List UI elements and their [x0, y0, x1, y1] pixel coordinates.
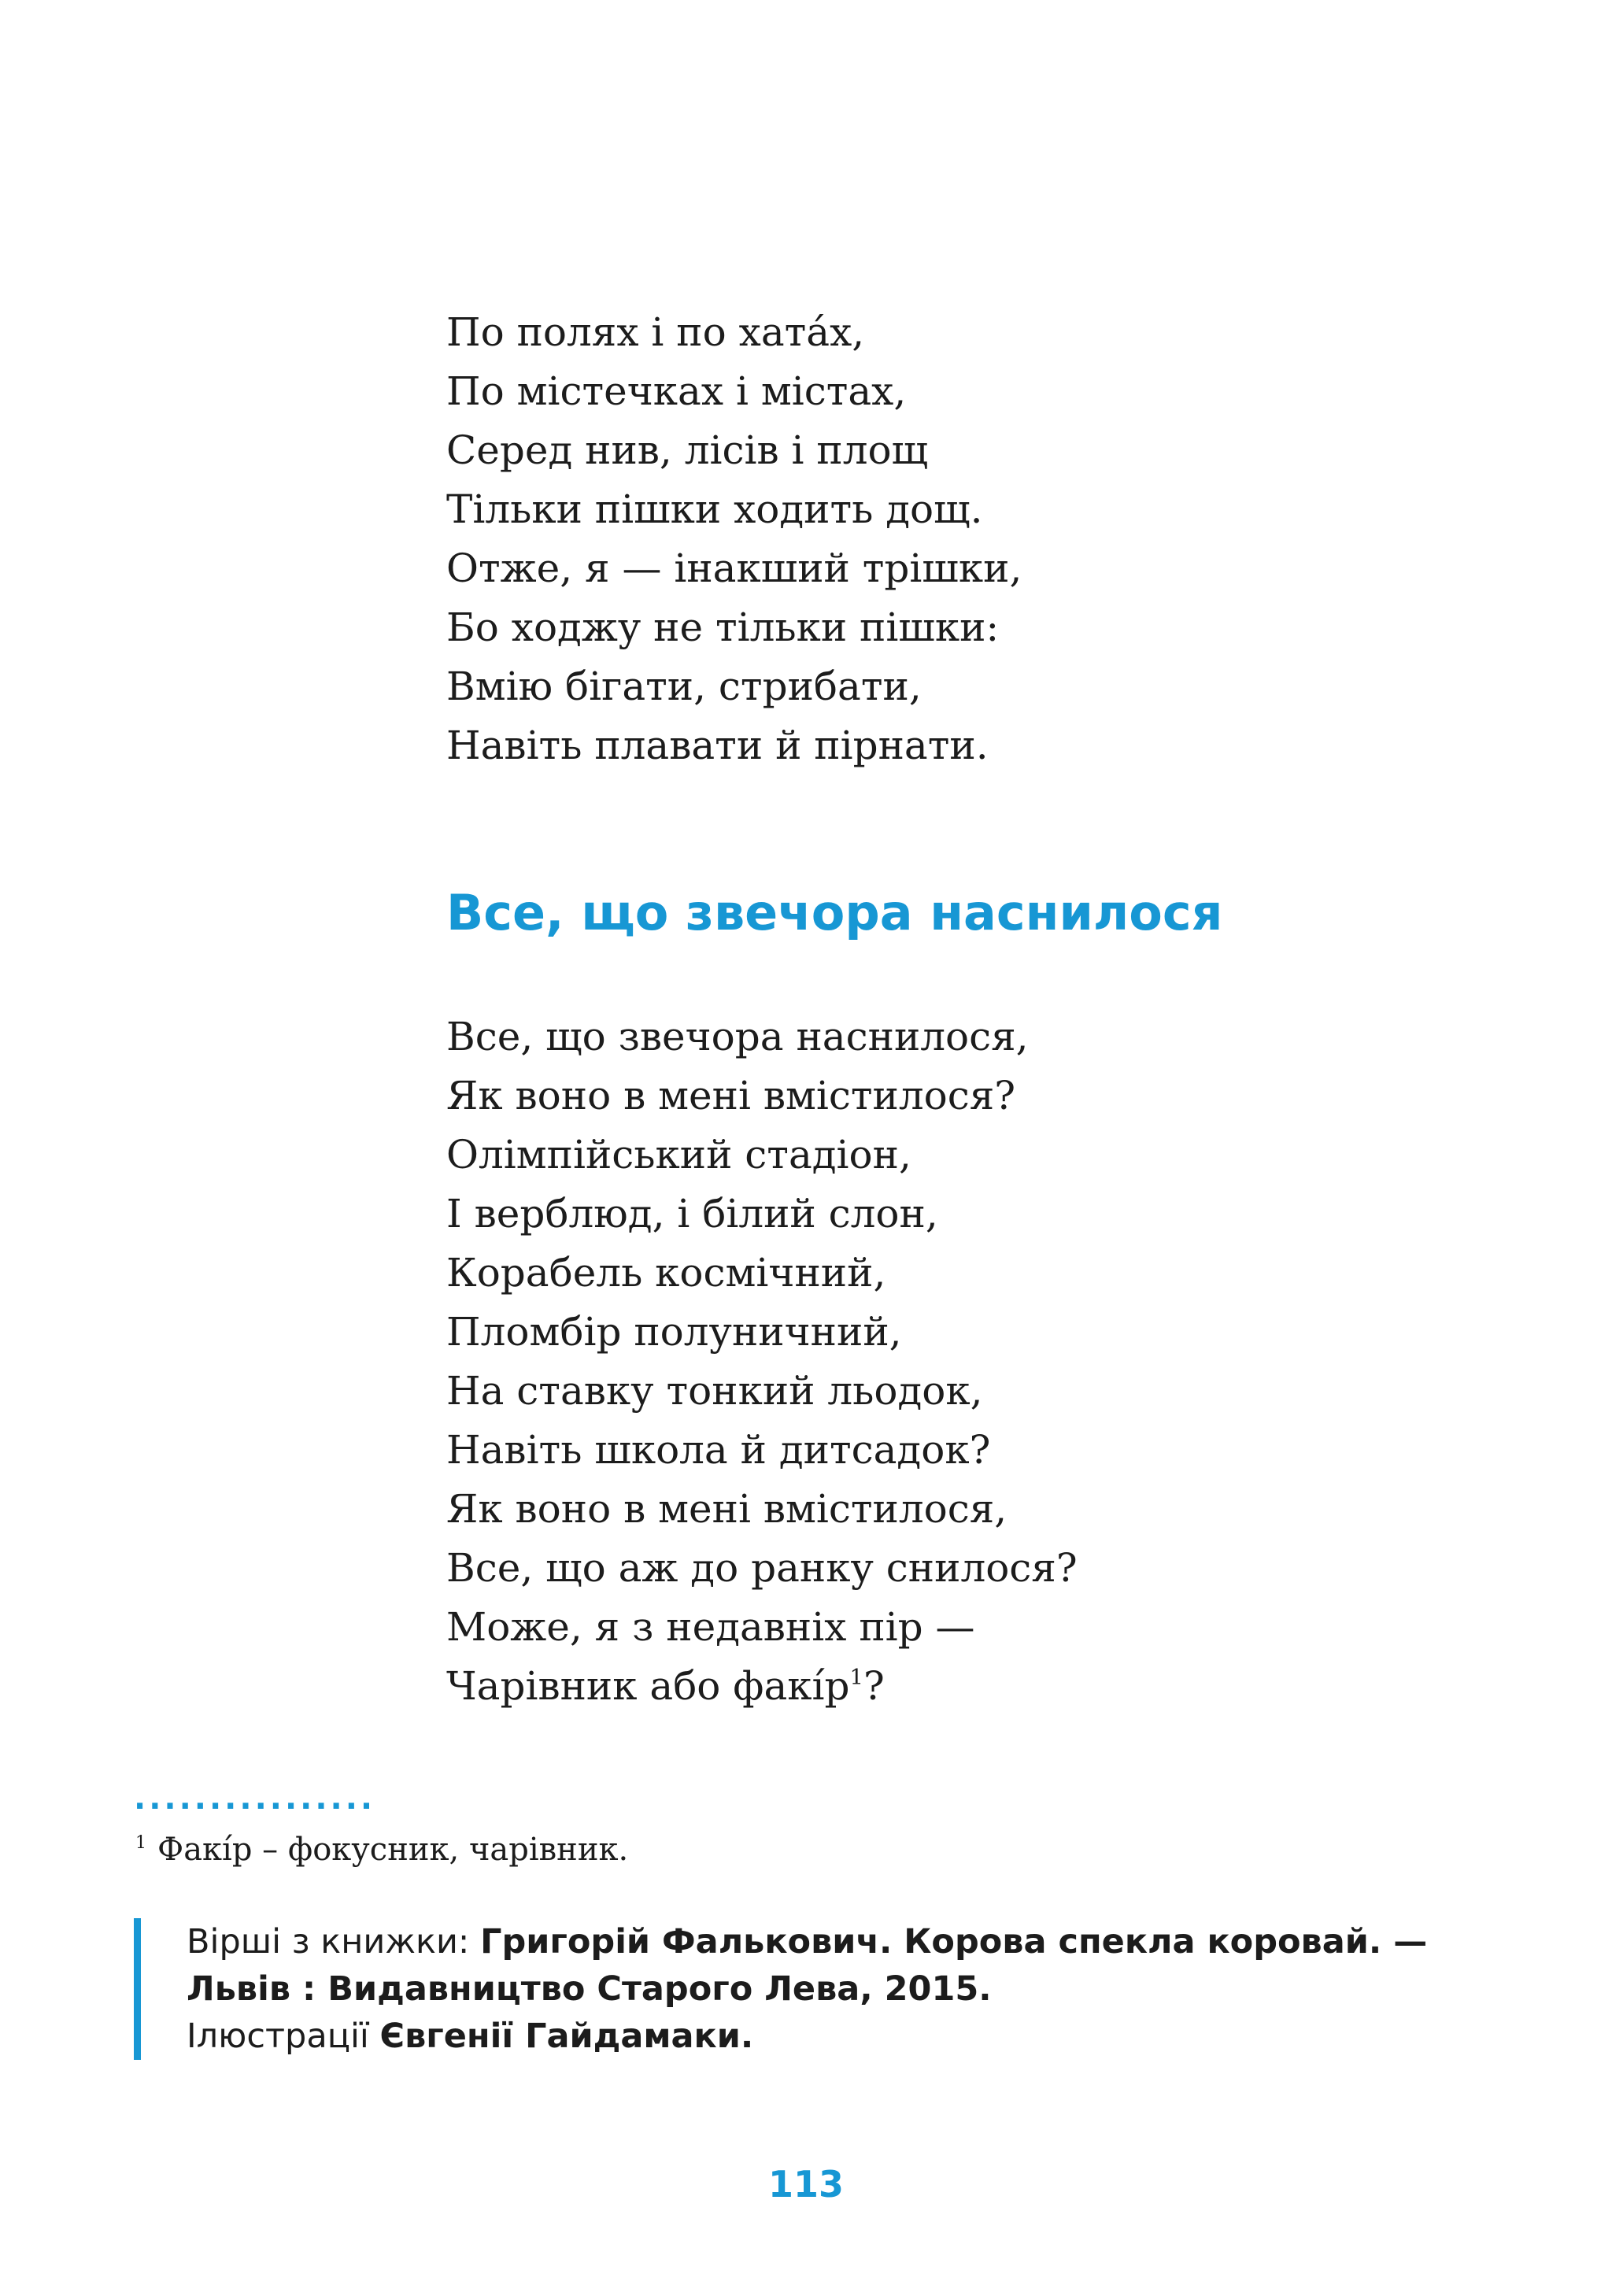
poem-stanza: [446, 303, 1022, 775]
credits-book: Григорій Фалькович. Корова спекла коровай. —: [480, 1922, 1428, 1961]
poem-line: Навіть плавати й пірнати.: [446, 723, 989, 768]
credits-line: [187, 1965, 1472, 2013]
poem-line-end: ?: [863, 1663, 885, 1709]
poem-line-text: Чарівник або факі́р: [446, 1663, 850, 1709]
credits-line: [187, 2013, 1472, 2060]
credits-illustrator: Євгенії Гайдамаки.: [379, 2017, 754, 2056]
poem-line: Навіть школа й дитсадок?: [446, 1427, 991, 1473]
poem-line-last: [446, 1657, 1078, 1716]
poem-line: Все, що звечора наснилося,: [446, 1014, 1029, 1059]
poem-line: Серед нив, лісів і площ: [446, 427, 929, 473]
credits-line: [187, 1918, 1472, 1965]
page-number: 113: [767, 2163, 845, 2205]
footnote-number: 1: [135, 1832, 146, 1853]
footnote-separator: ................: [134, 1780, 376, 1817]
credits-illustrations-label: Ілюстрації: [187, 2017, 380, 2056]
credits-publisher: Львів : Видавництво Старого Лева, 2015.: [187, 1969, 992, 2009]
footnote-text: Факі́р – фокусник, чарівник.: [157, 1832, 629, 1868]
poem-line: Пломбір полуничний,: [446, 1309, 902, 1355]
poem-line: Може, я з недавніх пір —: [446, 1604, 975, 1650]
poem-line: Тільки пішки ходить дощ.: [446, 486, 983, 532]
poem-line: І верблюд, і білий слон,: [446, 1191, 938, 1237]
footnote-reference[interactable]: 1: [849, 1664, 863, 1690]
poem-line: На ставку тонкий льодок,: [446, 1368, 983, 1414]
poem-line: Як воно в мені вмістилося,: [446, 1486, 1008, 1532]
poem-line: Вмію бігати, стрибати,: [446, 664, 922, 709]
poem-line: Отже, я — інакший трішки,: [446, 545, 1022, 591]
poem-line: Олімпійський стадіон,: [446, 1132, 911, 1178]
credits-label: Вірші з книжки:: [187, 1922, 481, 1961]
poem-line: По містечках і містах,: [446, 368, 907, 414]
poem-stanza: [446, 1008, 1078, 1716]
poem-line: Як воно в мені вмістилося?: [446, 1073, 1016, 1118]
footnote: [135, 1828, 628, 1872]
poem-line: По полях і по хатáх,: [446, 309, 865, 355]
poem-line: Все, що аж до ранку снилося?: [446, 1545, 1078, 1591]
source-credits: [134, 1918, 1472, 2060]
poem-title: Все, що звечора наснилося: [446, 884, 1223, 941]
poem-line: Бо ходжу не тільки пішки:: [446, 605, 1000, 650]
poem-line: Корабель космічний,: [446, 1250, 886, 1296]
